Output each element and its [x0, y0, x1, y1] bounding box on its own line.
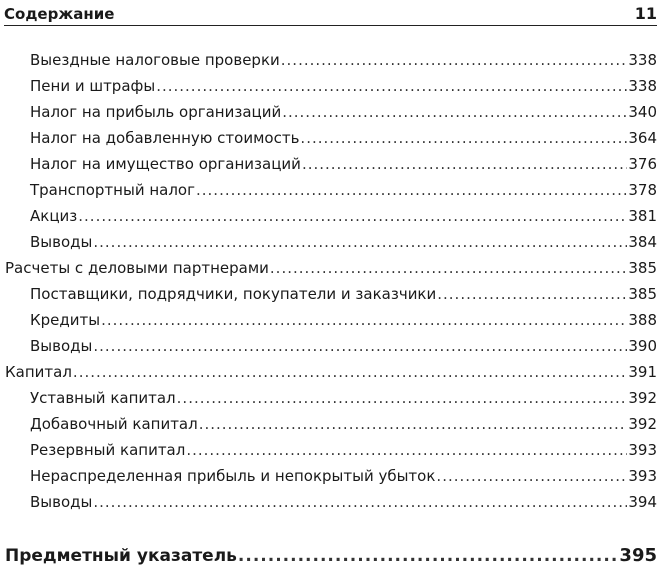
toc-entry[interactable]: [30, 204, 657, 228]
toc-entry-label: Расчеты с деловыми партнерами: [5, 259, 269, 277]
toc-entry[interactable]: [30, 152, 657, 176]
dot-leader: [302, 152, 627, 176]
dot-leader: [282, 100, 627, 124]
toc-entry-page: 394: [628, 493, 657, 511]
toc-entry[interactable]: [30, 438, 657, 462]
toc-entry[interactable]: [30, 48, 657, 72]
toc-entry[interactable]: [30, 464, 657, 488]
toc-entry[interactable]: [30, 490, 657, 514]
toc-entry-page: 392: [628, 415, 657, 433]
toc-entry-label: Налог на добавленную стоимость: [30, 129, 300, 147]
toc-entry-label: Налог на имущество организаций: [30, 155, 301, 173]
dot-leader: [186, 438, 627, 462]
toc-entry-page: 338: [628, 77, 657, 95]
dot-leader: [238, 544, 619, 568]
toc-entry[interactable]: [30, 308, 657, 332]
toc-entry-label: Резервный капитал: [30, 441, 186, 459]
toc-entry[interactable]: [30, 230, 657, 254]
dot-leader: [78, 204, 627, 228]
header-title: Содержание: [4, 5, 115, 23]
toc-entry-page: 392: [628, 389, 657, 407]
toc-entry-label: Выводы: [30, 337, 93, 355]
toc-entry-page: 393: [628, 467, 657, 485]
toc-entry-label: Акциз: [30, 207, 78, 225]
toc-entry-page: 385: [628, 259, 657, 277]
dot-leader: [199, 412, 628, 436]
dot-leader: [93, 334, 627, 358]
toc-entry-label: Транспортный налог: [30, 181, 195, 199]
toc-entry-page: 364: [628, 129, 657, 147]
toc-entry-page: 376: [628, 155, 657, 173]
dot-leader: [101, 308, 627, 332]
toc-entry-page: 384: [628, 233, 657, 251]
toc-entry-label: Уставный капитал: [30, 389, 176, 407]
dot-leader: [300, 126, 627, 150]
toc-entry-label: Нераспределенная прибыль и непокрытый убыток: [30, 467, 436, 485]
toc-entry[interactable]: [30, 334, 657, 358]
dot-leader: [177, 386, 628, 410]
toc-entry-page: 338: [628, 51, 657, 69]
toc-entry-label: Выводы: [30, 493, 93, 511]
dot-leader: [93, 230, 627, 254]
dot-leader: [93, 490, 627, 514]
toc-entry-page: 388: [628, 311, 657, 329]
toc-entry[interactable]: [30, 100, 657, 124]
toc-entry-label: Выездные налоговые проверки: [30, 51, 280, 69]
toc-entry-page: 393: [628, 441, 657, 459]
toc-entry-label: Пени и штрафы: [30, 77, 156, 95]
toc-entry[interactable]: [30, 282, 657, 306]
toc-entry-page: 378: [628, 181, 657, 199]
toc-entry-label: Добавочный капитал: [30, 415, 198, 433]
toc-entry[interactable]: [30, 126, 657, 150]
toc-entry-label: Предметный указатель: [5, 546, 237, 566]
dot-leader: [436, 464, 627, 488]
dot-leader: [270, 256, 627, 280]
dot-leader: [281, 48, 628, 72]
toc-entry-label: Поставщики, подрядчики, покупатели и заказчики: [30, 285, 437, 303]
toc-section-entry[interactable]: [5, 360, 657, 384]
toc-entry-label: Капитал: [5, 363, 72, 381]
toc-entry[interactable]: [30, 412, 657, 436]
running-header: [4, 2, 657, 26]
toc-entry[interactable]: [30, 178, 657, 202]
toc-entry-page: 390: [628, 337, 657, 355]
dot-leader: [196, 178, 627, 202]
toc-entry-page: 385: [628, 285, 657, 303]
toc-entry-page: 391: [628, 363, 657, 381]
dot-leader: [156, 74, 627, 98]
toc-entry-label: Кредиты: [30, 311, 101, 329]
dot-leader: [73, 360, 627, 384]
dot-leader: [437, 282, 627, 306]
toc-entry-page: 340: [628, 103, 657, 121]
toc-index-entry[interactable]: [5, 544, 657, 568]
toc-section-entry[interactable]: [5, 256, 657, 280]
header-page-number: 11: [634, 4, 657, 23]
toc-entry-label: Выводы: [30, 233, 93, 251]
toc-entry-label: Налог на прибыль организаций: [30, 103, 282, 121]
toc-entry[interactable]: [30, 386, 657, 410]
toc-entry-page: 381: [628, 207, 657, 225]
toc-entry-page: 395: [619, 545, 657, 566]
toc-entry[interactable]: [30, 74, 657, 98]
